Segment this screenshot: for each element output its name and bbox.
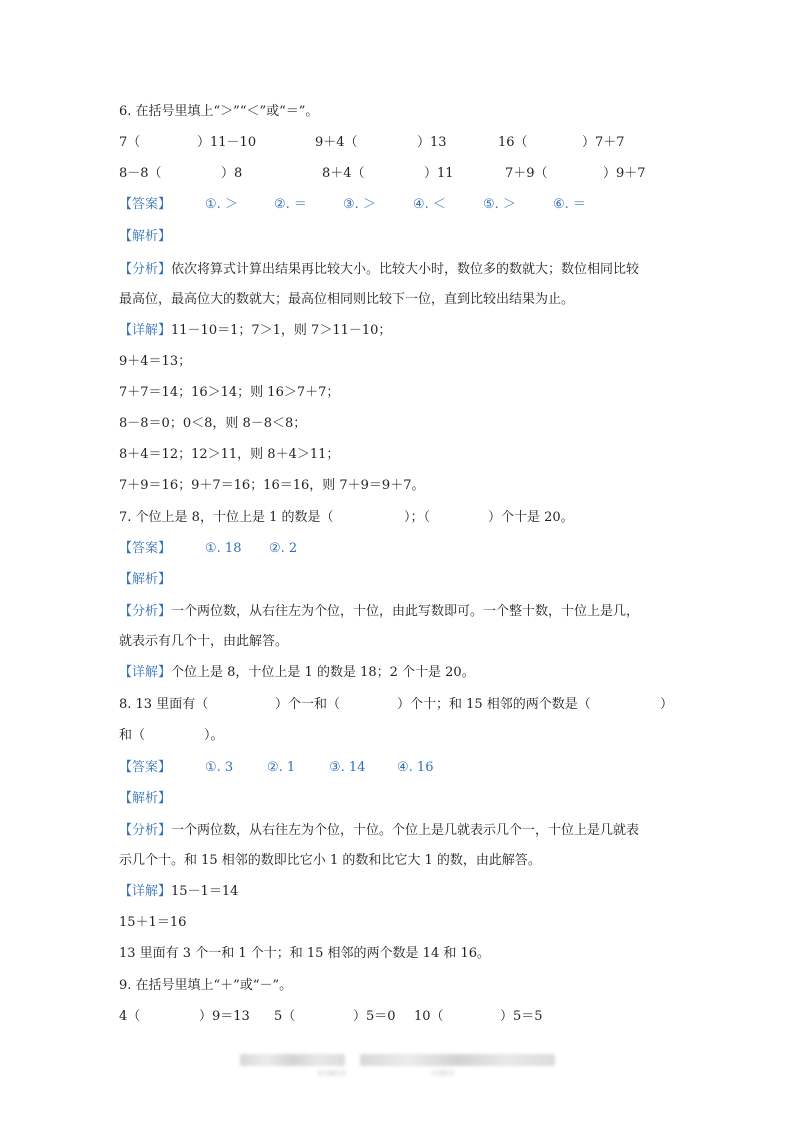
q6-detail-line-4: 8＋4＝12；12＞11，则 8＋4＞11； — [119, 447, 340, 462]
q7-title-a: 7. 个位上是 8，十位上是 1 的数是（ — [119, 510, 334, 525]
answer-tag: 【答案】 — [119, 541, 172, 556]
fenxi-tag: 【分析】 — [119, 262, 172, 277]
q8-line2-a: 和（ — [119, 728, 146, 743]
q8-analysis-tag: 【解析】 — [119, 791, 172, 806]
xiangjie-tag: 【详解】 — [119, 884, 172, 899]
q7-title-b: ）；（ — [404, 510, 431, 525]
q6-fenxi-2: 最高位，最高位大的数就大；最高位相同则比较下一位，直到比较出结果为止。 — [119, 292, 575, 307]
xiangjie-tag: 【详解】 — [119, 665, 172, 680]
answer-tag: 【答案】 — [119, 197, 172, 212]
q6-expr-1a: 7（ — [119, 135, 141, 150]
q6-detail-line-5: 7＋9＝16；9＋7＝16；16＝16，则 7＋9＝9＋7。 — [119, 478, 425, 493]
q7-title-c: ）个十是 20。 — [488, 510, 574, 525]
fenxi-tag: 【分析】 — [119, 604, 172, 619]
q7-answer-1: ①. 18 — [205, 541, 242, 556]
q6-expr-3a: 16（ — [498, 135, 528, 150]
q8-xiangjie-text-1: 15－1＝14 — [171, 884, 239, 899]
q7-xiangjie-1 — [119, 664, 475, 682]
q8-detail-line-2: 13 里面有 3 个一和 1 个十；和 15 相邻的两个数是 14 和 16。 — [119, 946, 491, 961]
q6-expr-6a: 7＋9（ — [505, 166, 548, 181]
q8-fenxi-2: 示几个十。和 15 相邻的数即比它小 1 的数和比它大 1 的数，由此解答。 — [119, 853, 541, 868]
q8-detail-line-1: 15＋1＝16 — [119, 915, 187, 930]
q7-answer-2: ②. 2 — [269, 541, 298, 556]
q8-answer-4: ④. 16 — [397, 760, 434, 775]
q6-answer-6: ⑥. ＝ — [553, 197, 586, 212]
q6-title: 6. 在括号里填上“＞”“＜”或“＝”。 — [119, 104, 319, 119]
q6-detail-line-1: 9＋4＝13； — [119, 354, 192, 369]
q7-fenxi-2: 就表示有几个十，由此解答。 — [119, 634, 289, 649]
q6-fenxi-text-1: 依次将算式计算出结果再比较大小。比较大小时，数位多的数就大；数位相同比较 — [171, 262, 640, 277]
q8-title-a: 8. 13 里面有（ — [119, 697, 209, 712]
q6-analysis-tag: 【解析】 — [119, 229, 172, 244]
q6-expr-4a: 8－8（ — [119, 166, 162, 181]
q6-expr-5b: ）11 — [424, 166, 454, 181]
q6-detail-line-3: 8－8＝0；0＜8，则 8－8＜8； — [119, 416, 307, 431]
q8-title-d: ） — [660, 697, 674, 712]
q6-answer-2: ②. ＝ — [274, 197, 307, 212]
q9-expr-1a: 4（ — [119, 1009, 141, 1024]
q9-expr-1b: ）9＝13 — [199, 1009, 250, 1024]
q6-xiangjie-1 — [119, 322, 391, 340]
q9-expr-2a: 5（ — [274, 1009, 296, 1024]
q7-fenxi-1 — [119, 603, 639, 621]
q6-xiangjie-text-1: 11－10＝1；7＞1，则 7＞11－10； — [171, 323, 392, 338]
answer-tag: 【答案】 — [119, 760, 172, 775]
fenxi-tag: 【分析】 — [119, 823, 172, 838]
q8-xiangjie-1 — [119, 883, 238, 901]
q9-expr-3a: 10（ — [414, 1009, 444, 1024]
blurred-footer-segment — [432, 1070, 454, 1076]
q6-expr-1b: ）11－10 — [197, 135, 257, 150]
q8-fenxi-1 — [119, 822, 639, 840]
q8-answer-1: ①. 3 — [205, 760, 234, 775]
q8-line2-b: ）。 — [204, 728, 224, 743]
q9-expr-3b: ）5＝5 — [500, 1009, 543, 1024]
q6-answer-1: ①. ＞ — [205, 197, 238, 212]
xiangjie-tag: 【详解】 — [119, 323, 172, 338]
q6-expr-3b: ）7＋7 — [582, 135, 625, 150]
q6-expr-2b: ）13 — [417, 135, 447, 150]
q6-expr-5a: 8＋4（ — [322, 166, 365, 181]
blurred-footer-segment — [318, 1070, 346, 1076]
q8-answer-3: ③. 14 — [329, 760, 366, 775]
q6-answer-5: ⑤. ＞ — [483, 197, 516, 212]
blurred-footer-segment — [360, 1054, 555, 1066]
q6-detail-line-2: 7＋7＝14；16＞14；则 16＞7＋7； — [119, 385, 340, 400]
q8-fenxi-text-1: 一个两位数，从右往左为个位，十位。个位上是几就表示几个一，十位上是几就表 — [171, 823, 640, 838]
q6-fenxi-1 — [119, 261, 639, 279]
q8-answer-2: ②. 1 — [267, 760, 296, 775]
q7-xiangjie-text-1: 个位上是 8，十位上是 1 的数是 18；2 个十是 20。 — [171, 665, 475, 680]
q6-answer-4: ④. ＜ — [413, 197, 446, 212]
q6-expr-2a: 9＋4（ — [315, 135, 358, 150]
blurred-footer-segment — [240, 1054, 345, 1066]
q8-title-b: ）个一和（ — [275, 697, 341, 712]
q6-answer-3: ③. ＞ — [343, 197, 376, 212]
q9-title: 9. 在括号里填上“＋”或“－”。 — [119, 978, 293, 993]
q8-title-c: ）个十；和 15 相邻的两个数是（ — [397, 697, 591, 712]
q6-expr-6b: ）9＋7 — [603, 166, 646, 181]
q9-expr-2b: ）5＝0 — [353, 1009, 396, 1024]
q7-fenxi-text-1: 一个两位数，从右往左为个位，十位，由此写数即可。一个整十数，十位上是几， — [171, 604, 640, 619]
q7-analysis-tag: 【解析】 — [119, 572, 172, 587]
q6-expr-4b: ）8 — [221, 166, 243, 181]
